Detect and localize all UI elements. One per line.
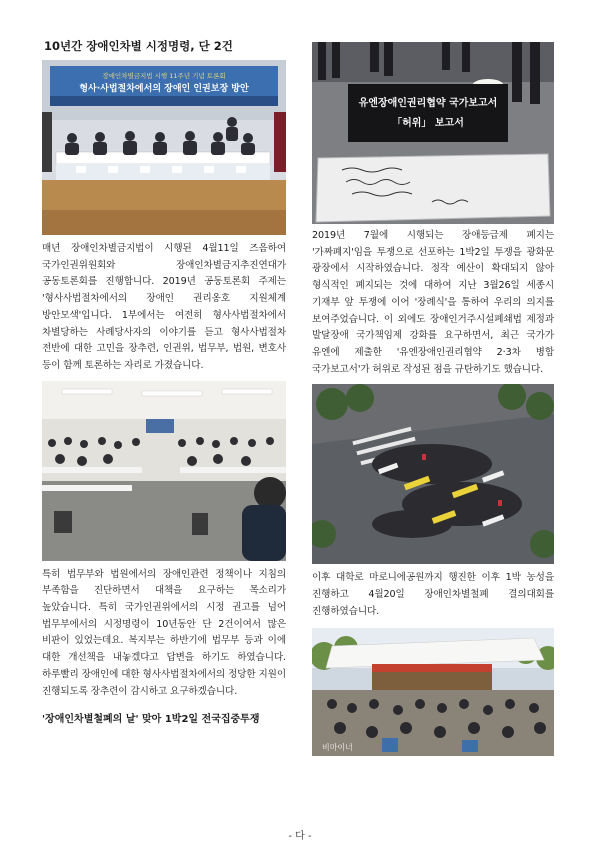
rally-section-title: '장애인차별철폐의 날' 맞아 1박2일 전국집중투쟁	[42, 714, 260, 726]
forum-audience-photo	[42, 381, 286, 561]
protest-banner-line2: 「허위」 보고서	[392, 118, 464, 129]
photo-watermark: 비마이너	[322, 743, 353, 753]
section-heading: 10년간 장애인차별 시정명령, 단 2건	[44, 39, 233, 53]
funeral-protest-photo	[312, 42, 554, 224]
aerial-march-photo	[312, 384, 554, 564]
protest-banner-line1: 유엔장애인권리협약 국가보고서	[358, 98, 498, 109]
grade-abolition-text: 2019년 7월에 시행되는 장애등급제 폐지는 '가짜폐지'임을 투쟁으로 선포하는 1박2일 투쟁을 광화문 광장에서 시작하였습니다. 정작 예산이 확대되지 않아 형식적인 폐지되는 것에 대하여 지난 3월26일 세종시 기재부 앞 투쟁에 이어 '장례식'을 통하여 우리의 의지를 보여주었습니다. 이 외에도 장애인거주시설폐쇄법 제정과 발달장애 국가책임제 강화를 요구하면서, 최근 국가가 유엔에 제출한 '유엔장애인권리협약 2·3차 병합 국가보고서'가 허위로 작성된 점을 규탄하기도 했습니다.	[312, 230, 554, 375]
left-column	[42, 38, 286, 728]
march-followup-text: 이후 대학로 마로니에공원까지 행진한 이후 1박 농성을 진행하고 4월20일 장애인차별철폐 결의대회를 진행하였습니다.	[312, 572, 554, 617]
forum-banner-title: 형사·사법절차에서의 장애인 인권보장 방안	[79, 84, 249, 94]
forum-banner-subtitle: 장애인차별금지법 시행 11주년 기념 토론회	[102, 72, 226, 80]
forum-panel-photo	[42, 60, 286, 235]
right-column	[312, 42, 554, 756]
policy-critique-text: 특히 법무부와 법원에서의 장애인관련 정책이나 지침의 부족함을 진단하면서 대책을 요구하는 목소리가 높았습니다. 특히 국가인권위에서의 시정 권고를 넘어 법무부에서의 시정명령이 10년동안 단 2건이여서 많은 비판이 있었는데요. 복지부는 하반기에 법무부 등과 이에 대한 개선책을 내놓겠다고 답변을 하기도 하였습니다. 하루빨리 장애인에 대한 형사사법절차에서의 정당한 지원이 진행되도록 장추련이 감시하고 요구하겠습니다.	[42, 568, 286, 697]
forum-description: 매년 장애인차별금지법이 시행된 4월11일 즈음하여 국가인권위원회와 장애인차별금지추진연대가 공동토론회를 진행합니다. 2019년 공동토론회 주제는 '형사사법절차에서의 장애인 권리옹호 지원체계 방안모색'입니다. 1부에서는 여전히 형사사법절차에서 차별당하는 사례당사자의 이야기를 듣고 형사사법절차 전반에 대한 고민을 장추련, 인권위, 법무부, 법원, 변호사 등이 함께 토론하는 자리로 가졌습니다.	[42, 243, 286, 371]
page-number: - 다 -	[288, 831, 312, 842]
park-rally-photo	[312, 628, 554, 756]
